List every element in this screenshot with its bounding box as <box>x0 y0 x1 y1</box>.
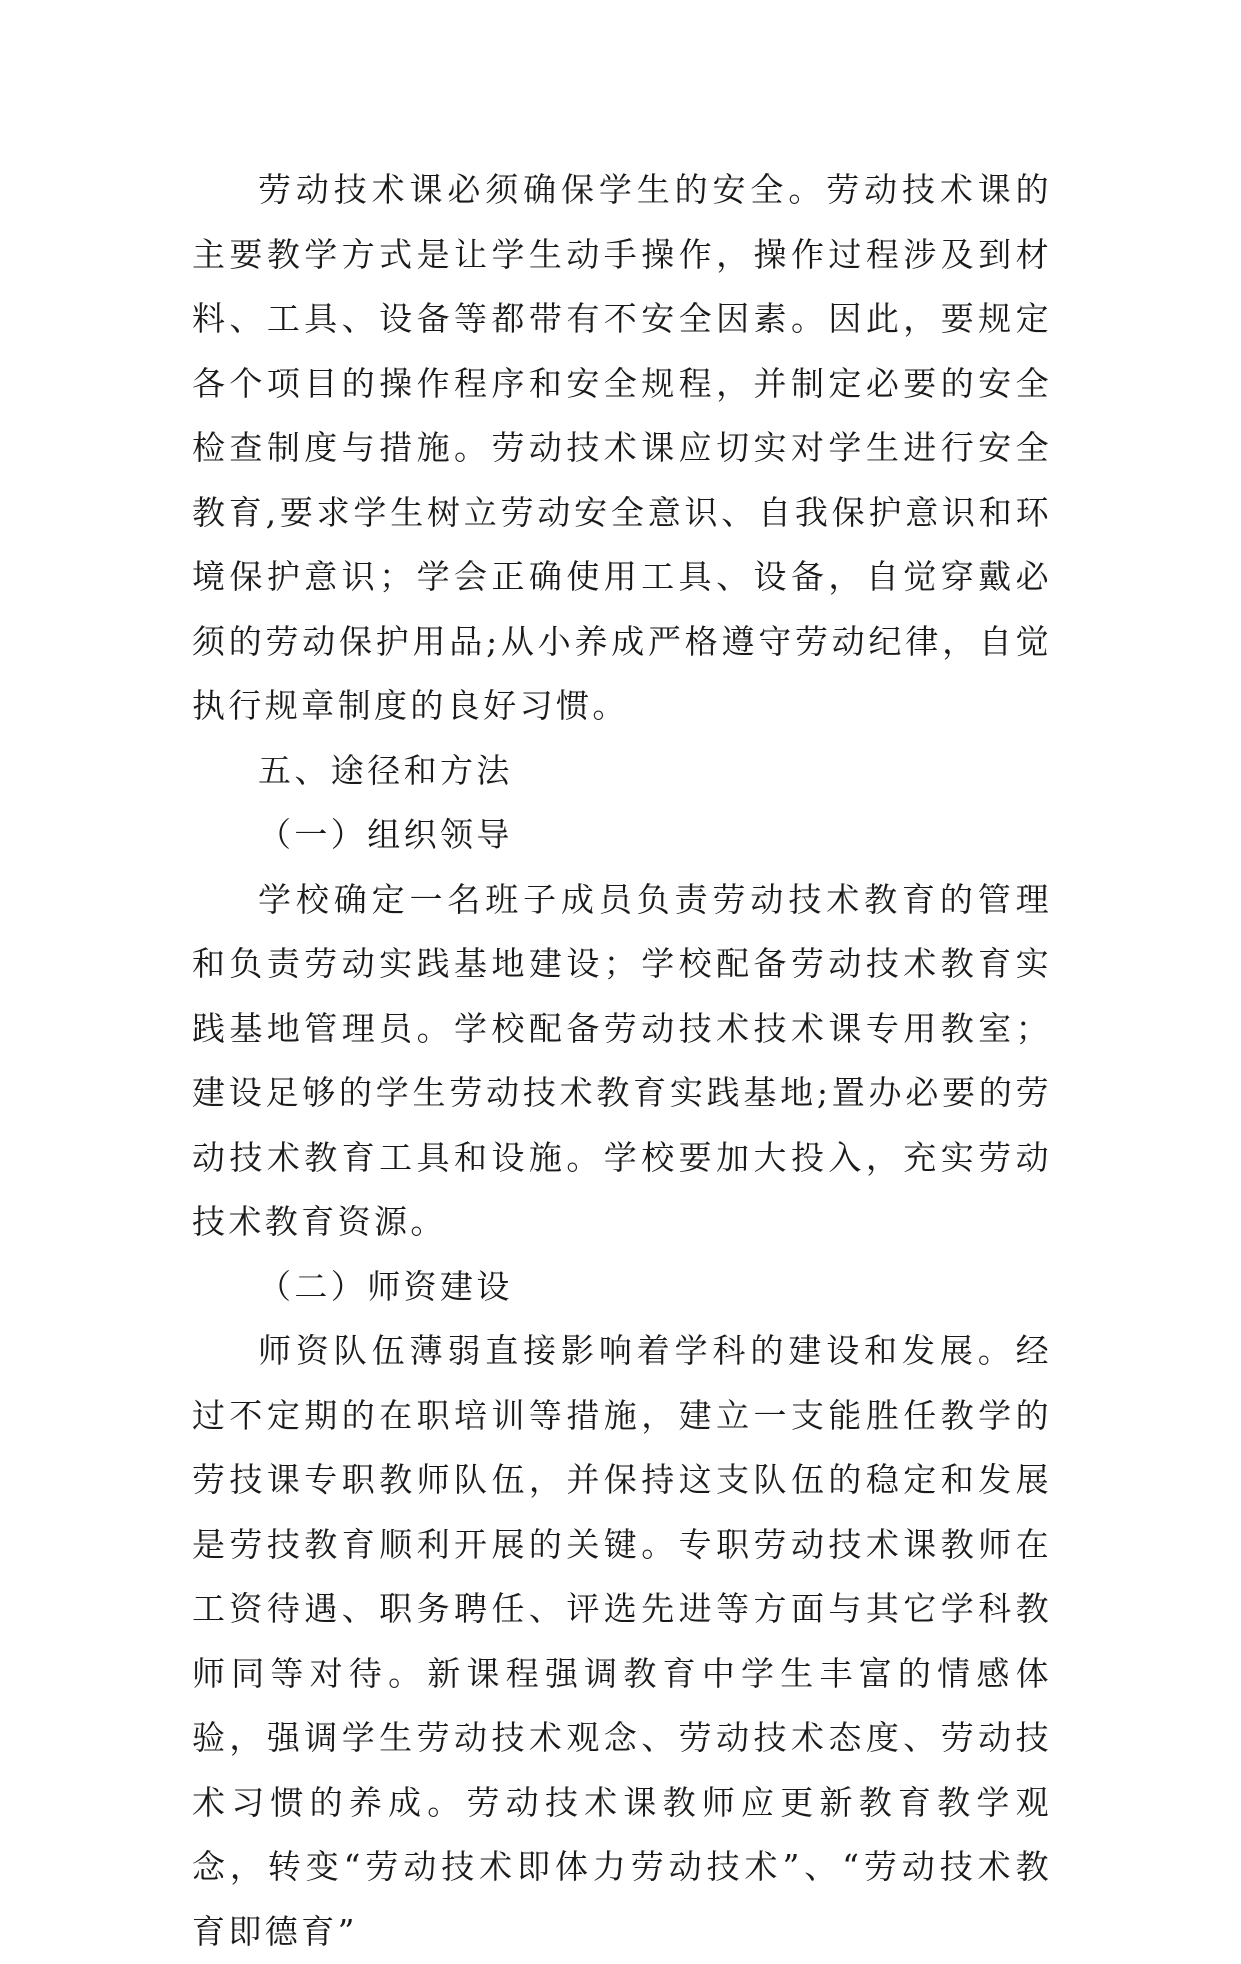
paragraph-safety: 劳动技术课必须确保学生的安全。劳动技术课的主要教学方式是让学生动手操作，操作过程涉及到材料、工具、设备等都带有不安全因素。因此，要规定各个项目的操作程序和安全规程，并制定必要的安全检查制度与措施。劳动技术课应切实对学生进行安全教育,要求学生树立劳动安全意识、自我保护意识和环境保护意识；学会正确使用工具、设备，自觉穿戴必须的劳动保护用品;从小养成严格遵守劳动纪律，自觉执行规章制度的良好习惯。 <box>192 170 1052 725</box>
section-heading-methods: 五、途径和方法 <box>258 750 513 790</box>
document-page <box>192 158 1052 1964</box>
subheading-organization: （一）组织领导 <box>258 815 513 854</box>
paragraph-organization: 学校确定一名班子成员负责劳动技术教育的管理和负责劳动实践基地建设；学校配备劳动技术教育实践基地管理员。学校配备劳动技术技术课专用教室；建设足够的学生劳动技术教育实践基地;置办必要的劳动技术教育工具和设施。学校要加大投入，充实劳动技术教育资源。 <box>192 879 1052 1241</box>
subheading-teachers: （二）师资建设 <box>258 1266 513 1306</box>
paragraph-teachers: 师资队伍薄弱直接影响着学科的建设和发展。经过不定期的在职培训等措施，建立一支能胜任教学的劳技课专职教师队伍，并保持这支队伍的稳定和发展是劳技教育顺利开展的关键。专职劳动技术课教师在工资待遇、职务聘任、评选先进等方面与其它学科教师同等对待。新课程强调教育中学生丰富的情感体验，强调学生劳动技术观念、劳动技术态度、劳动技术习惯的养成。劳动技术课教师应更新教育教学观念，转变“劳动技术即体力劳动技术”、“劳动技术教育即德育” <box>192 1331 1052 1951</box>
